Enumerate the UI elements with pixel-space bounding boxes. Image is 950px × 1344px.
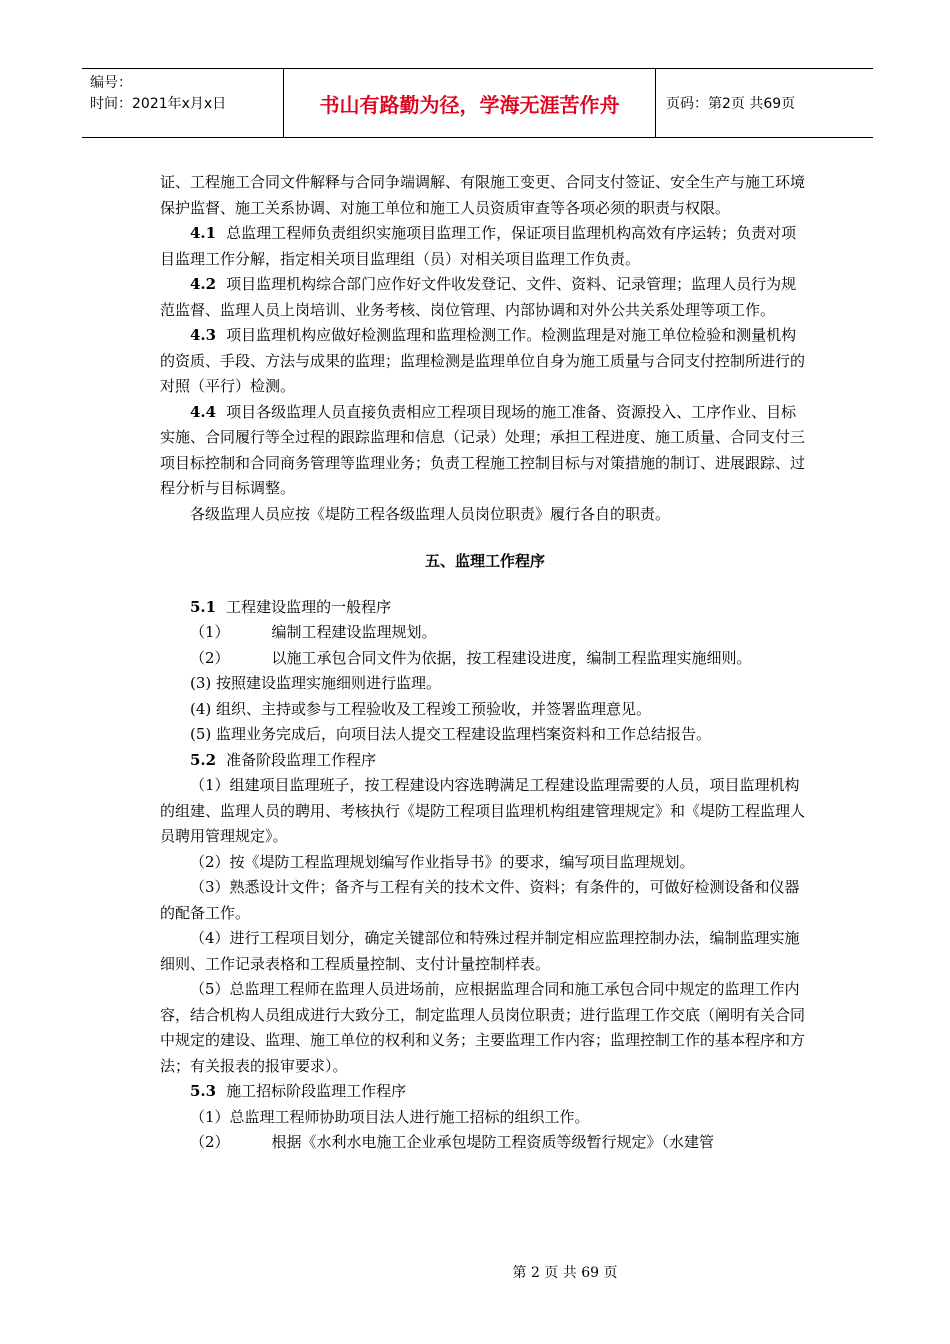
paragraph-number: 4.2 — [190, 275, 217, 293]
body-paragraph: （1）总监理工程师协助项目法人进行施工招标的组织工作。 — [190, 1107, 590, 1126]
body-paragraph: (4) 组织、主持或参与工程验收及工程竣工预验收，并签署监理意见。 — [190, 699, 652, 718]
document-body — [160, 170, 810, 1156]
body-paragraph — [160, 1130, 810, 1156]
paragraph-number: （2） — [190, 1133, 230, 1151]
paragraph-text: 准备阶段监理工作程序 — [226, 750, 377, 769]
paragraph-number: 4.3 — [190, 326, 217, 344]
header-info-cell — [82, 69, 284, 137]
body-paragraph: （1）组建项目监理班子，按工程建设内容选聘满足工程建设监理需要的人员，项目监理机构的组建、监理人员的聘用、考核执行《堤防工程项目监理机构组建管理规定》和《堤防工程监理人员聘用管理规定》。 — [160, 776, 806, 845]
body-paragraph: (5) 监理业务完成后，向项目法人提交工程建设监理档案资料和工作总结报告。 — [190, 725, 712, 743]
paragraph-number: 5.1 — [190, 597, 217, 616]
paragraph-number: 4.4 — [190, 402, 217, 421]
paragraph-text: 以施工承包合同文件为依据，按工程建设进度，编制工程监理实施细则。 — [271, 648, 752, 667]
section-title: 五、监理工作程序 — [424, 552, 545, 570]
header-motto: 书山有路勤为径，学海无涯苦作舟 — [284, 69, 656, 137]
document-time-label: 时间：2021年x月x日 — [90, 96, 227, 112]
body-paragraph — [160, 595, 810, 621]
paragraph-text: 项目监理机构综合部门应作好文件收发登记、文件、资料、记录管理；监理人员行为规范监督、监理人员上岗培训、业务考核、岗位管理、内部协调和对外公共关系处理等项工作。 — [160, 275, 797, 319]
header-page-label: 页码：第2页 共69页 — [666, 96, 796, 112]
paragraph-text: 工程建设监理的一般程序 — [226, 597, 392, 616]
paragraph-text: 项目各级监理人员直接负责相应工程项目现场的施工准备、资源投入、工序作业、目标实施、合同履行等全过程的跟踪监理和信息（记录）处理；承担工程进度、施工质量、合同支付三项目标控制和合同商务管理等监理业务；负责工程施工控制目标与对策措施的制订、进展跟踪、过程分析与目标调整。 — [160, 402, 806, 497]
paragraph-number: 5.3 — [190, 1082, 217, 1100]
body-paragraph — [160, 272, 810, 323]
document-number-label: 编号： — [90, 75, 132, 91]
body-paragraph: 证、工程施工合同文件解释与合同争端调解、有限施工变更、合同支付签证、安全生产与施工环境保护监督、施工关系协调、对施工单位和施工人员资质审查等各项必须的职责与权限。 — [160, 173, 806, 217]
body-paragraph — [160, 620, 810, 646]
body-paragraph — [160, 323, 810, 400]
page-header — [82, 68, 873, 138]
paragraph-text: 总监理工程师负责组织实施项目监理工作，保证项目监理机构高效有序运转；负责对项目监理工作分解，指定相关项目监理组（员）对相关项目监理工作负责。 — [160, 224, 797, 268]
body-paragraph: 各级监理人员应按《堤防工程各级监理人员岗位职责》履行各自的职责。 — [190, 504, 671, 523]
paragraph-text: 项目监理机构应做好检测监理和监理检测工作。检测监理是对施工单位检验和测量机构的资质、手段、方法与成果的监理；监理检测是监理单位自身为施工质量与合同支付控制所进行的对照（平行）检测。 — [160, 326, 806, 395]
paragraph-text: 施工招标阶段监理工作程序 — [226, 1082, 407, 1100]
body-paragraph: （3）熟悉设计文件；备齐与工程有关的技术文件、资料；有条件的，可做好检测设备和仪器的配备工作。 — [160, 878, 800, 922]
paragraph-number: （2） — [190, 648, 230, 667]
body-paragraph: （5）总监理工程师在监理人员进场前，应根据监理合同和施工承包合同中规定的监理工作内容，结合机构人员组成进行大致分工，制定监理人员岗位职责；进行监理工作交底（阐明有关合同中规定的建设、监理、施工单位的权利和义务；主要监理工作内容；监理控制工作的基本程序和方法；有关报表的报审要求）。 — [160, 980, 806, 1075]
paragraph-number: 4.1 — [190, 224, 217, 242]
body-paragraph — [160, 1079, 810, 1105]
body-paragraph: （4）进行工程项目划分，确定关键部位和特殊过程并制定相应监理控制办法，编制监理实施细则、工作记录表格和工程质量控制、支付计量控制样表。 — [160, 929, 800, 973]
paragraph-number: （1） — [190, 623, 230, 641]
body-paragraph — [160, 646, 810, 672]
paragraph-number: 5.2 — [190, 750, 217, 769]
body-paragraph — [160, 221, 810, 272]
paragraph-text: 根据《水利水电施工企业承包堤防工程资质等级暂行规定》（水建管 — [271, 1133, 715, 1151]
body-paragraph: （2）按《堤防工程监理规划编写作业指导书》的要求，编写项目监理规划。 — [190, 852, 695, 871]
paragraph-text: 编制工程建设监理规划。 — [271, 623, 437, 641]
body-paragraph — [160, 400, 810, 502]
body-paragraph: (3) 按照建设监理实施细则进行监理。 — [190, 674, 442, 692]
page-footer: 第 2 页 共 69 页 — [512, 1265, 618, 1281]
body-paragraph — [160, 748, 810, 774]
